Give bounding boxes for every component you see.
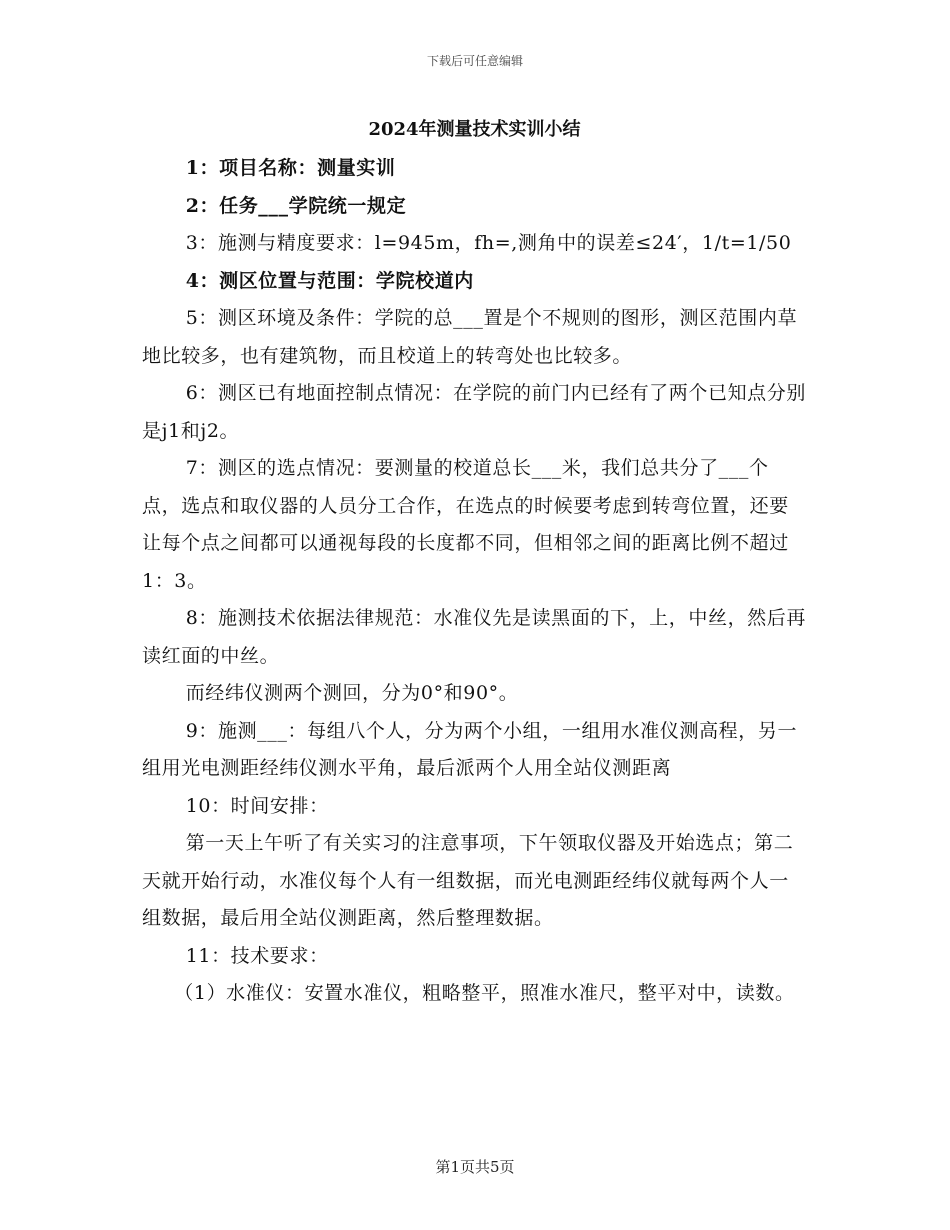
paragraph-level-requirements: （1）水准仪：安置水准仪，粗略整平，照准水准尺，整平对中，读数。	[174, 982, 795, 1004]
paragraph-accuracy: 3：施测与精度要求：l=945m，fh=,测角中的误差≤24′，1/t=1/50	[185, 232, 792, 254]
paragraph-environment: 5：测区环境及条件：学院的总___置是个不规则的图形，测区范围内草地比较多，也有建筑物，而且校道上的转弯处也比较多。	[142, 307, 798, 367]
paragraph-specifications: 8：施测技术依据法律规范：水准仪先是读黑面的下，上，中丝，然后再读红面的中丝。	[142, 607, 806, 667]
paragraph-schedule: 第一天上午听了有关实习的注意事项，下午领取仪器及开始选点；第二天就开始行动，水准仪每个人有一组数据，而光电测距经纬仪就每两个人一组数据，最后用全站仪测距离，然后整理数据。	[142, 832, 794, 929]
paragraph-control-points: 6：测区已有地面控制点情况：在学院的前门内已经有了两个已知点分别是j1和j2。	[142, 382, 806, 442]
page-header: 下载后可任意编辑	[426, 54, 523, 68]
page-footer: 第1页共5页	[435, 1158, 515, 1176]
paragraph-project-name: 1：项目名称：测量实训	[185, 157, 396, 179]
paragraph-point-selection: 7：测区的选点情况：要测量的校道总长___米，我们总共分了___个点，选点和取仪器的人员分工合作，在选点的时候要考虑到转弯位置，还要让每个点之间都可以通视每段的长度都不同，但相邻之间的距离比例不超过1：3。	[142, 457, 789, 592]
paragraph-task: 2：任务___学院统一规定	[185, 194, 407, 217]
document-title: 2024年测量技术实训小结	[368, 119, 581, 140]
paragraph-schedule-heading: 10：时间安排：	[185, 794, 329, 817]
document-body	[142, 112, 807, 1013]
paragraph-theodolite: 而经纬仪测两个测回，分为0°和90°。	[185, 682, 519, 704]
paragraph-team: 9：施测___：每组八个人，分为两个小组，一组用水准仪测高程，另一组用光电测距经纬仪测水平角，最后派两个人用全站仪测距离	[142, 719, 798, 779]
paragraph-tech-requirements-heading: 11：技术要求：	[185, 944, 329, 967]
paragraph-survey-area: 4：测区位置与范围：学院校道内	[185, 269, 474, 292]
